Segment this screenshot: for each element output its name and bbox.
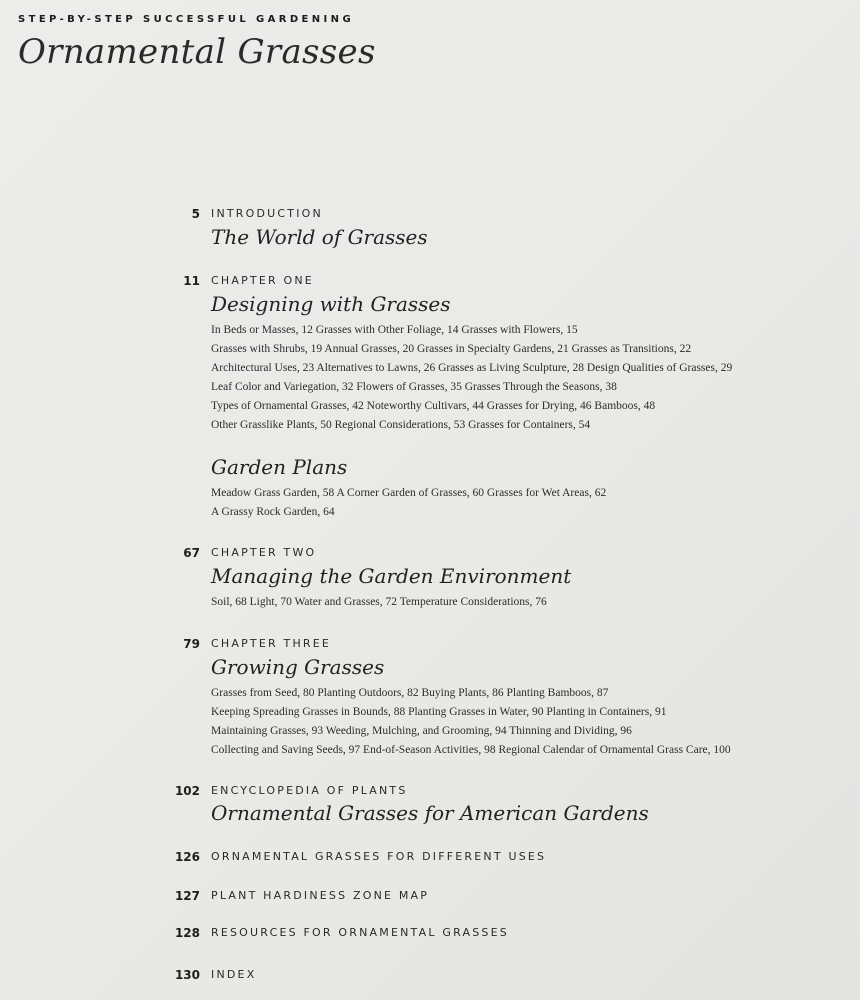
topic-list (211, 484, 851, 522)
topic-line: Soil, 68 Light, 70 Water and Grasses, 72 Temperature Considerations, 76 (211, 596, 547, 608)
section-label: ORNAMENTAL GRASSES FOR DIFFERENT USES (211, 850, 547, 863)
section-title: Ornamental Grasses for American Gardens (211, 801, 649, 825)
page-number: 126 (174, 850, 200, 864)
topic-line: Types of Ornamental Grasses, 42 Noteworthy Cultivars, 44 Grasses for Drying, 46 Bamboos, 48 (211, 400, 656, 412)
topic-line: Meadow Grass Garden, 58 A Corner Garden of Grasses, 60 Grasses for Wet Areas, 62 (211, 487, 607, 499)
topic-line: Keeping Spreading Grasses in Bounds, 88 Planting Grasses in Water, 90 Planting in Containers, 91 (211, 706, 667, 718)
section-label: RESOURCES FOR ORNAMENTAL GRASSES (211, 926, 509, 939)
topic-line: Collecting and Saving Seeds, 97 End-of-Season Activities, 98 Regional Calendar of Ornamental Grass Care, 100 (211, 744, 731, 756)
topic-line: Grasses from Seed, 80 Planting Outdoors, 82 Buying Plants, 86 Planting Bamboos, 87 (211, 687, 609, 699)
topic-line: Grasses with Shrubs, 19 Annual Grasses, 20 Grasses in Specialty Gardens, 21 Grasses as Transitions, 22 (211, 343, 692, 355)
topic-list (211, 684, 851, 760)
book-title: Ornamental Grasses (18, 32, 376, 72)
topic-line: Leaf Color and Variegation, 32 Flowers of Grasses, 35 Grasses Through the Seasons, 38 (211, 381, 617, 393)
topic-list (211, 593, 851, 612)
section-label: ENCYCLOPEDIA OF PLANTS (211, 784, 408, 797)
page-number: 127 (174, 889, 200, 903)
section-label: INTRODUCTION (211, 207, 323, 220)
topic-line: Architectural Uses, 23 Alternatives to Lawns, 26 Grasses as Living Sculpture, 28 Design Qualities of Grasses, 29 (211, 362, 733, 374)
section-label: CHAPTER THREE (211, 637, 332, 650)
section-title: Growing Grasses (211, 655, 385, 679)
section-title: Managing the Garden Environment (211, 564, 572, 588)
section-title: Garden Plans (211, 455, 348, 479)
page-number: 128 (174, 926, 200, 940)
page-number: 11 (183, 274, 200, 288)
topic-line: A Grassy Rock Garden, 64 (211, 506, 335, 518)
topic-line: Maintaining Grasses, 93 Weeding, Mulching, and Grooming, 94 Thinning and Dividing, 96 (211, 725, 632, 737)
section-title: The World of Grasses (211, 225, 428, 249)
series-title: STEP-BY-STEP SUCCESSFUL GARDENING (18, 14, 355, 25)
page-number: 67 (183, 546, 200, 560)
topic-line: Other Grasslike Plants, 50 Regional Considerations, 53 Grasses for Containers, 54 (211, 419, 591, 431)
section-label: CHAPTER TWO (211, 546, 317, 559)
section-label: PLANT HARDINESS ZONE MAP (211, 889, 430, 902)
page-number: 102 (174, 784, 200, 798)
section-label: CHAPTER ONE (211, 274, 314, 287)
section-title: Designing with Grasses (211, 292, 451, 316)
page-number: 5 (191, 207, 200, 221)
topic-line: In Beds or Masses, 12 Grasses with Other Foliage, 14 Grasses with Flowers, 15 (211, 324, 578, 336)
page-number: 130 (174, 968, 200, 982)
topic-list (211, 321, 851, 435)
section-label: INDEX (211, 968, 257, 981)
page-number: 79 (183, 637, 200, 651)
